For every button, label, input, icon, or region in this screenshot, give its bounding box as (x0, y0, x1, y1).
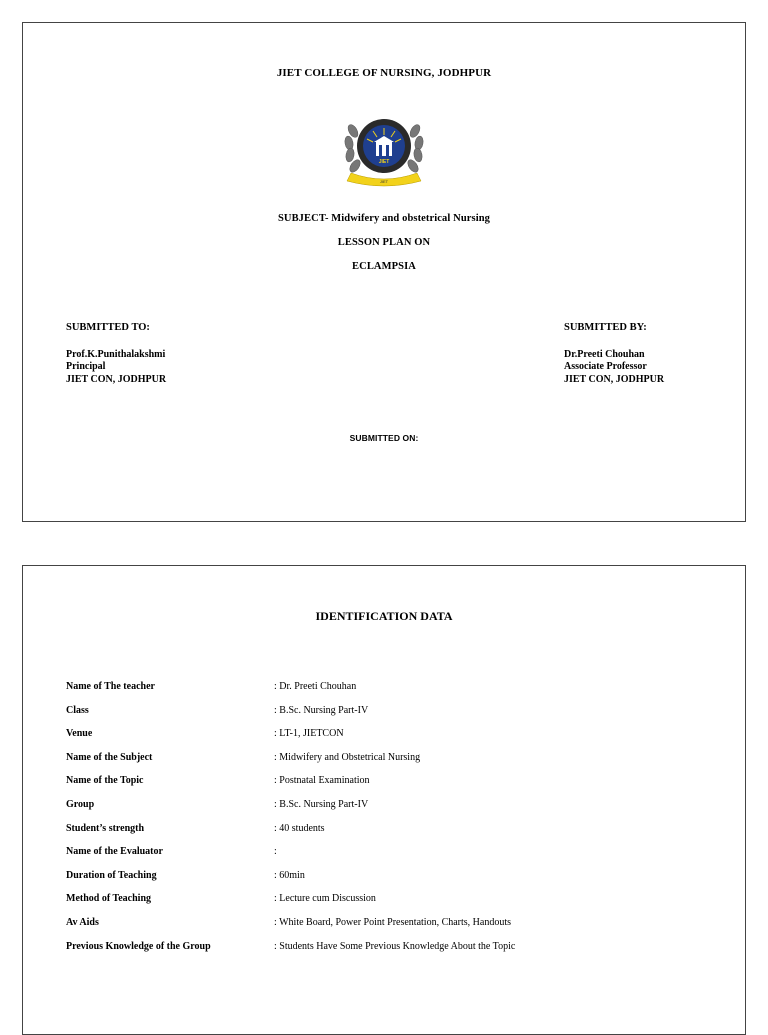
submitted-by-block (564, 322, 664, 386)
submitted-by-name: Dr.Preeti Chouhan (564, 348, 645, 360)
submitted-by-heading: SUBMITTED BY: (564, 322, 647, 333)
row-value: : Midwifery and Obstetrical Nursing (274, 751, 421, 763)
row-value: : 40 students (274, 822, 325, 834)
submitted-to-block (66, 322, 166, 386)
row-value: : 60min (274, 869, 305, 881)
row-value: : Postnatal Examination (274, 775, 370, 787)
seal-ribbon-text: JIET (379, 179, 389, 184)
row-value: : Students Have Some Previous Knowledge About the Topic (274, 940, 516, 952)
lesson-plan-line: LESSON PLAN ON (337, 237, 431, 248)
identification-page (22, 565, 746, 1035)
submitted-to-org: JIET CON, JODHPUR (66, 373, 167, 385)
subject-line: SUBJECT- Midwifery and obstetrical Nursing (277, 213, 491, 224)
row-value: : LT-1, JIETCON (274, 728, 344, 740)
submitted-to-role: Principal (66, 361, 106, 372)
submitted-by-role: Associate Professor (564, 361, 647, 372)
row-label: Group (66, 798, 95, 810)
row-value: : B.Sc. Nursing Part-IV (274, 704, 369, 716)
row-value: : Lecture cum Discussion (274, 893, 376, 905)
row-value: : White Board, Power Point Presentation, Charts, Handouts (274, 916, 512, 928)
row-label: Class (66, 704, 89, 716)
row-label: Name of the Evaluator (66, 846, 163, 858)
row-value: : Dr. Preeti Chouhan (274, 681, 357, 692)
row-label: Name of The teacher (66, 681, 155, 692)
row-label: Av Aids (66, 916, 99, 928)
row-label: Previous Knowledge of the Group (66, 940, 211, 952)
row-label: Duration of Teaching (66, 869, 157, 881)
college-seal-logo (343, 111, 425, 187)
topic-title: ECLAMPSIA (352, 261, 416, 272)
seal-text: JIET (378, 159, 390, 165)
college-name: JIET COLLEGE OF NURSING, JODHPUR (276, 67, 492, 79)
row-label: Name of the Subject (66, 751, 153, 763)
row-label: Name of the Topic (66, 775, 144, 787)
submitted-by-org: JIET CON, JODHPUR (564, 373, 665, 385)
row-label: Method of Teaching (66, 893, 152, 905)
row-value: : B.Sc. Nursing Part-IV (274, 798, 369, 810)
submitted-to-name: Prof.K.Punithalakshmi (66, 348, 166, 360)
submitted-on-label: SUBMITTED ON: (349, 433, 419, 443)
identification-title: IDENTIFICATION DATA (315, 609, 453, 623)
row-label: Venue (66, 728, 93, 740)
submitted-to-heading: SUBMITTED TO: (66, 322, 150, 333)
cover-page (22, 22, 746, 522)
row-value: : (274, 846, 277, 858)
row-label: Student’s strength (66, 822, 145, 834)
